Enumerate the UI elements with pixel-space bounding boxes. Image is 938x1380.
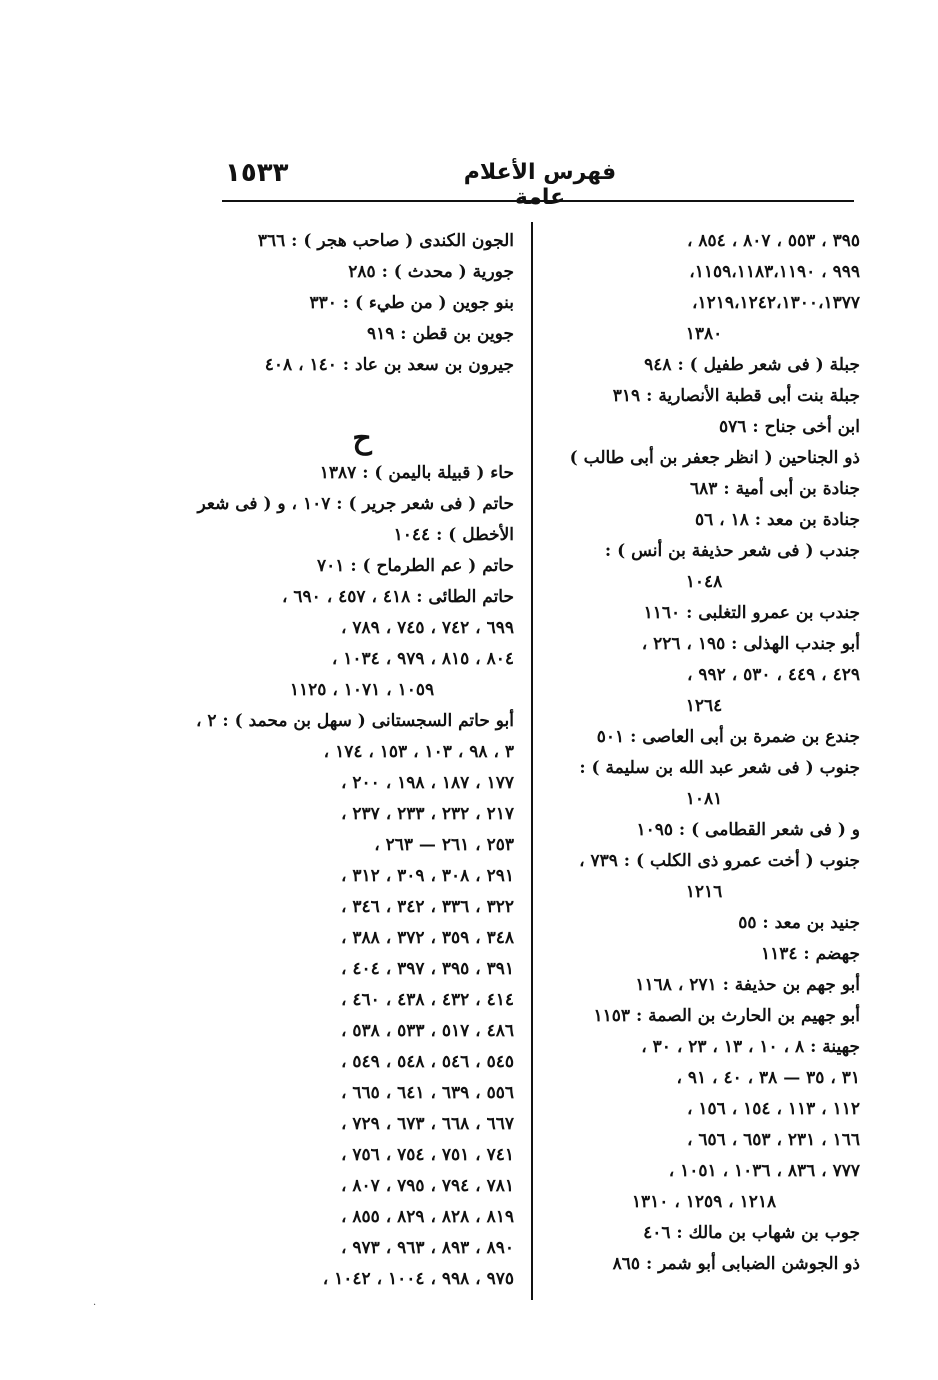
page-number: ١٥٣٣: [225, 158, 289, 188]
index-entry-line: ٤١٤ ، ٤٣٢ ، ٤٣٨ ، ٤٦٠ ،: [340, 990, 514, 1010]
right-column: [548, 226, 860, 1280]
index-entry-line: ١٠٥٩ ، ١٠٧١ ، ١١٢٥: [289, 680, 435, 700]
index-entry-line: ابن أخى جناح : ٥٧٦: [719, 417, 860, 437]
index-entry-line: الأخطل ) : ١٠٤٤: [393, 525, 514, 545]
index-entry-line: أبو حاتم السجستانى ( سهل بن محمد ) : ٢ ،: [195, 711, 514, 731]
index-entry-line: ٧٧٧ ، ٨٣٦ ، ١٠٣٦ ، ١٠٥١ ،: [668, 1161, 860, 1181]
header-rule: [222, 200, 854, 202]
index-entry-line: جهضم : ١١٣٤: [760, 944, 860, 964]
index-entry-line: ٤٨٦ ، ٥١٧ ، ٥٣٣ ، ٥٣٨ ،: [340, 1021, 514, 1041]
index-entry-line: الجون الكندى ( صاحب هجر ) : ٣٦٦: [257, 231, 514, 251]
index-entry-line: ٣٤٨ ، ٣٥٩ ، ٣٧٢ ، ٣٨٨ ،: [340, 928, 514, 948]
index-entry-line: جنوب ( أخت عمرو ذى الكلب ) : ٧٣٩ ،: [579, 851, 860, 871]
index-entry-line: جنادة بن أبى أمية : ٦٨٣: [690, 479, 860, 499]
index-entry-line: ١٧٧ ، ١٨٧ ، ١٩٨ ، ٢٠٠ ،: [340, 773, 514, 793]
index-entry-line: جبلة بنت أبى قطبة الأنصارية : ٣١٩: [612, 386, 860, 406]
index-entry-line: ٣٩٥ ، ٥٥٣ ، ٨٠٧ ، ٨٥٤ ،: [686, 231, 860, 251]
index-entry-line: ٣ ، ٩٨ ، ١٠٣ ، ١٥٣ ، ١٧٤ ،: [323, 742, 514, 762]
index-entry-line: جيرون بن سعد بن عاد : ١٤٠ ، ٤٠٨: [264, 355, 514, 375]
index-entry-line: ٢٥٣ ، ٢٦١ — ٢٦٣ ،: [374, 835, 514, 855]
index-entry-line: جبلة ( فى شعر طفيل ) : ٩٤٨: [644, 355, 860, 375]
index-entry-line: ٦٦٧ ، ٦٦٨ ، ٦٧٣ ، ٧٢٩ ،: [340, 1114, 514, 1134]
index-entry-line: ذو الجوشن الضبابى أبو شمر : ٨٦٥: [612, 1254, 860, 1274]
index-entry-line: ٩٧٥ ، ٩٩٨ ، ١٠٠٤ ، ١٠٤٢ ،: [322, 1269, 514, 1289]
index-entry-line: ٨١٩ ، ٨٢٨ ، ٨٢٩ ، ٨٥٥ ،: [340, 1207, 514, 1227]
index-entry-line: جنوب ( فى شعر عبد الله بن سليمة ) :: [579, 758, 860, 778]
index-entry-line: ٥٤٥ ، ٥٤٦ ، ٥٤٨ ، ٥٤٩ ،: [340, 1052, 514, 1072]
page-title: فهرس الأعلام عامة: [463, 160, 617, 210]
index-entry-line: جوين بن قطن : ٩١٩: [366, 324, 514, 344]
index-entry-line: ح: [352, 421, 372, 456]
index-entry-line: جهينة : ٨ ، ١٠ ، ١٣ ، ٢٣ ، ٣٠ ،: [641, 1037, 860, 1057]
index-entry-line: حاتم ( عم الطرماح ) : ٧٠١: [317, 556, 514, 576]
index-entry-line: جندب بن عمرو التغلبى : ١١٦٠: [643, 603, 860, 623]
index-entry-line: ١٢١٩،١٢٤٢،١٣٠٠،١٣٧٧،: [691, 293, 860, 313]
index-entry-line: ٨٩٠ ، ٨٩٣ ، ٩٦٣ ، ٩٧٣ ،: [340, 1238, 514, 1258]
index-entry-line: ٩٩٩ ، ١١٥٩،١١٨٣،١١٩٠،: [689, 262, 860, 282]
index-entry-line: جندب ( فى شعر حذيفة بن أنس ) :: [604, 541, 860, 561]
index-entry-line: ٢٩١ ، ٣٠٨ ، ٣٠٩ ، ٣١٢ ،: [340, 866, 514, 886]
index-entry-line: ١١٢ ، ١١٣ ، ١٥٤ ، ١٥٦ ،: [686, 1099, 860, 1119]
index-entry-line: جنادة بن معد : ١٨ ، ٥٦: [694, 510, 860, 530]
index-entry-line: أبو جندب الهذلى : ١٩٥ ، ٢٢٦ ،: [641, 634, 860, 654]
index-entry-line: ٨٠٤ ، ٨١٥ ، ٩٧٩ ، ١٠٣٤ ،: [331, 649, 514, 669]
index-entry-line: حاتم الطائى : ٤١٨ ، ٤٥٧ ، ٦٩٠ ،: [282, 587, 514, 607]
index-entry-line: ١٦٦ ، ٢٣١ ، ٦٥٣ ، ٦٥٦ ،: [686, 1130, 860, 1150]
index-entry-line: ١٠٨١: [685, 789, 723, 809]
index-entry-line: ٧٨١ ، ٧٩٤ ، ٧٩٥ ، ٨٠٧ ،: [340, 1176, 514, 1196]
index-entry-line: جندع بن ضمرة بن أبى العاصى : ٥٠١: [596, 727, 860, 747]
index-entry-line: ٢١٧ ، ٢٣٢ ، ٢٣٣ ، ٢٣٧ ،: [340, 804, 514, 824]
index-entry-line: ٧٤١ ، ٧٥١ ، ٧٥٤ ، ٧٥٦ ،: [340, 1145, 514, 1165]
left-column: [195, 226, 514, 1295]
index-entry-line: ٦٩٩ ، ٧٤٢ ، ٧٤٥ ، ٧٨٩ ،: [340, 618, 514, 638]
index-entry-line: ١٠٤٨: [685, 572, 723, 592]
index-entry-line: حاء ( قبيلة باليمن ) : ١٣٨٧: [319, 463, 514, 483]
index-entry-line: جورية ( محدث ) : ٢٨٥: [348, 262, 514, 282]
index-entry-line: و ( فى شعر القطامى ) : ١٠٩٥: [636, 820, 860, 840]
index-entry-line: ٣١ ، ٣٥ — ٣٨ ، ٤٠ ، ٩١ ،: [676, 1068, 860, 1088]
index-entry-line: ٣٩١ ، ٣٩٥ ، ٣٩٧ ، ٤٠٤ ،: [340, 959, 514, 979]
index-entry-line: حاتم ( فى شعر جرير ) : ١٠٧ ، و ( فى شعر: [197, 494, 514, 514]
index-entry-line: ١٢١٨ ، ١٢٥٩ ، ١٣١٠: [631, 1192, 777, 1212]
index-entry-line: ذو الجناحين ( انظر جعفر بن أبى طالب ): [569, 448, 860, 468]
index-entry-line: أبو جهم بن حذيفة : ٢٧١ ، ١١٦٨: [635, 975, 860, 995]
index-entry-line: ٣٢٢ ، ٣٣٦ ، ٣٤٢ ، ٣٤٦ ،: [340, 897, 514, 917]
index-entry-line: ١٢١٦: [685, 882, 723, 902]
stray-mark: ·: [93, 1300, 97, 1311]
index-entry-line: ١٣٨٠: [685, 324, 723, 344]
index-entry-line: جوب بن شهاب بن مالك : ٤٠٦: [643, 1223, 860, 1243]
index-entry-line: [210, 381, 514, 406]
index-entry-line: ٤٢٩ ، ٤٤٩ ، ٥٣٠ ، ٩٩٢ ،: [686, 665, 860, 685]
index-entry-line: أبو جهيم بن الحارث بن الصمة : ١١٥٣: [593, 1006, 860, 1026]
index-entry-line: جنيد بن معد : ٥٥: [738, 913, 860, 933]
index-entry-line: ١٢٦٤: [685, 696, 723, 716]
index-entry-line: ٥٥٦ ، ٦٣٩ ، ٦٤١ ، ٦٦٥ ،: [340, 1083, 514, 1103]
index-entry-line: بنو جوين ( من طيء ) : ٣٣٠: [309, 293, 514, 313]
column-divider: [531, 222, 533, 1300]
